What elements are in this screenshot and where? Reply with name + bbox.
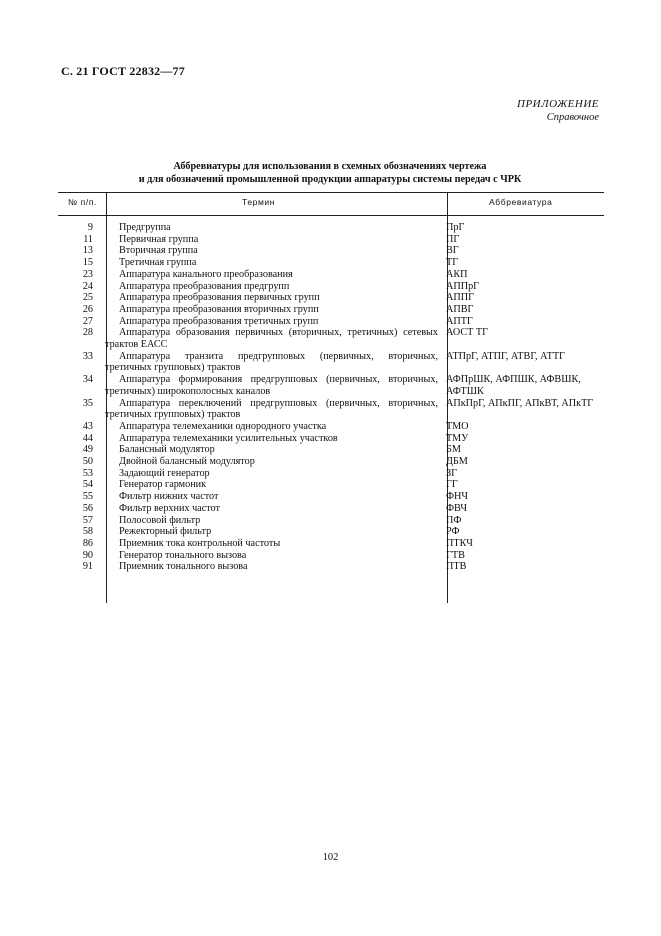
row-term: Аппаратура преобразования предгрупп	[119, 280, 290, 292]
row-term: Двойной балансный модулятор	[119, 456, 255, 468]
row-number: 33	[82, 350, 93, 362]
row-abbreviation: ТМО	[446, 420, 469, 432]
row-abbreviation: АТПрГ, АТПГ, АТВГ, АТТГ	[446, 350, 565, 362]
abbreviation-table-body	[58, 222, 604, 573]
table-row	[58, 374, 604, 397]
table-header-rule	[58, 215, 604, 216]
table-row	[58, 550, 604, 562]
row-abbreviation: ПрГ	[446, 222, 465, 233]
row-abbreviation: ПТКЧ	[446, 537, 473, 549]
table-row	[58, 491, 604, 503]
row-abbreviation: АППрГ	[446, 280, 480, 292]
row-term: Аппаратура телемеханики усилительных участков	[119, 432, 338, 444]
row-abbreviation: ФВЧ	[446, 502, 467, 514]
row-number: 11	[83, 233, 93, 245]
row-abbreviation: ТГ	[446, 257, 459, 269]
row-number: 56	[82, 502, 93, 514]
row-term: Первичная группа	[119, 233, 199, 245]
table-row	[58, 222, 604, 234]
row-abbreviation: АПкПрГ, АПкПГ, АПкВТ, АПкТГ	[446, 397, 594, 409]
table-row	[58, 561, 604, 573]
table-title-line-2: и для обозначений промышленной продукции аппаратуры системы передач с ЧРК	[138, 173, 522, 185]
row-abbreviation: ФНЧ	[446, 491, 469, 503]
row-term: Аппаратура преобразования вторичных групп	[119, 303, 319, 315]
table-row	[58, 257, 604, 269]
appendix-subtitle: Справочное	[546, 112, 599, 123]
row-term: Третичная группа	[119, 257, 197, 269]
table-row	[58, 503, 604, 515]
row-abbreviation: БМ	[446, 444, 461, 456]
table-row	[58, 398, 604, 421]
row-abbreviation: АКП	[446, 268, 468, 280]
row-number: 27	[82, 315, 93, 327]
row-number: 53	[82, 467, 93, 479]
row-term: Аппаратура образования первичных (вторичных, третичных) сетевых трактов ЕАСС	[105, 327, 438, 351]
table-row	[58, 316, 604, 328]
row-term: Приемник тока контрольной частоты	[119, 537, 281, 549]
row-number: 55	[82, 491, 93, 503]
row-number: 34	[82, 374, 93, 386]
row-number: 54	[82, 479, 93, 491]
table-row	[58, 269, 604, 281]
row-number: 23	[82, 268, 93, 280]
row-number: 35	[82, 397, 93, 409]
row-term: Аппаратура преобразования первичных групп	[119, 292, 320, 304]
table-row	[58, 304, 604, 316]
row-number: 44	[82, 432, 93, 444]
row-term: Приемник тонального вызова	[119, 561, 248, 573]
row-abbreviation: АПТГ	[446, 315, 473, 327]
table-row	[58, 456, 604, 468]
row-term: Предгруппа	[119, 222, 171, 233]
page-number: 102	[322, 852, 339, 863]
row-number: 58	[82, 526, 93, 538]
table-row	[58, 444, 604, 456]
row-number: 90	[82, 549, 93, 561]
row-abbreviation: ДБМ	[446, 456, 468, 468]
row-number: 49	[82, 444, 93, 456]
row-abbreviation: ПТВ	[446, 561, 467, 573]
table-title	[40, 161, 620, 186]
row-number: 57	[82, 514, 93, 526]
row-abbreviation: АФПрШК, АФПШК, АФВШК, АФТШК	[446, 374, 581, 397]
table-row	[58, 468, 604, 480]
column-header-num: № п/п.	[68, 197, 98, 207]
row-term: Генератор тонального вызова	[119, 549, 247, 561]
row-abbreviation: АППГ	[446, 292, 474, 304]
row-number: 86	[82, 537, 93, 549]
table-row	[58, 234, 604, 246]
row-term: Вторичная группа	[119, 245, 198, 257]
row-abbreviation: ЗГ	[446, 467, 457, 479]
row-abbreviation: ГТВ	[446, 549, 465, 561]
row-number: 26	[82, 303, 93, 315]
row-abbreviation: АПВГ	[446, 303, 474, 315]
appendix-title: ПРИЛОЖЕНИЕ	[517, 98, 599, 110]
row-term: Генератор гармоник	[119, 479, 207, 491]
appendix-label	[517, 98, 599, 123]
row-term: Аппаратура телемеханики однородного участка	[119, 420, 327, 432]
row-term: Фильтр верхних частот	[119, 502, 220, 514]
row-term: Задающий генератор	[119, 467, 210, 479]
row-number: 15	[82, 257, 93, 269]
row-term: Аппаратура преобразования третичных групп	[119, 315, 319, 327]
row-term: Режекторный фильтр	[119, 526, 212, 538]
row-number: 24	[82, 280, 93, 292]
row-term: Аппаратура формирования предгрупповых (первичных, вторичных, третичных) широкополосных каналов	[105, 374, 438, 397]
row-number: 28	[82, 327, 93, 339]
table-row	[58, 421, 604, 433]
row-term: Полосовой фильтр	[119, 514, 201, 526]
row-number: 9	[87, 222, 93, 233]
table-title-line-1: Аббревиатуры для использования в схемных обозначениях чертежа	[173, 161, 487, 172]
table-row	[58, 515, 604, 527]
table-row	[58, 281, 604, 293]
row-term: Балансный модулятор	[119, 444, 215, 456]
row-number: 13	[82, 245, 93, 257]
row-term: Аппаратура переключений предгрупповых (первичных, вторичных, третичных групповых) трактов	[105, 397, 438, 421]
table-row	[58, 538, 604, 550]
table-top-rule	[58, 192, 604, 193]
row-abbreviation: РФ	[446, 526, 460, 538]
row-abbreviation: АОСТ ТГ	[446, 327, 489, 339]
row-abbreviation: ПФ	[446, 514, 462, 526]
table-row	[58, 327, 604, 350]
row-number: 50	[82, 456, 93, 468]
table-row	[58, 245, 604, 257]
table-row	[58, 351, 604, 374]
row-abbreviation: ГГ	[446, 479, 458, 491]
row-term: Аппаратура канального преобразования	[119, 268, 293, 280]
row-number: 25	[82, 292, 93, 304]
row-number: 91	[82, 561, 93, 573]
row-number: 43	[82, 420, 93, 432]
table-row	[58, 433, 604, 445]
table-row	[58, 526, 604, 538]
column-header-abbr: Аббревиатура	[489, 197, 553, 207]
row-term: Аппаратура транзита предгрупповых (первичных, вторичных, третичных групповых) трактов	[105, 350, 438, 374]
table-row	[58, 292, 604, 304]
row-abbreviation: ТМУ	[446, 432, 469, 444]
row-term: Фильтр нижних частот	[119, 491, 219, 503]
page-header: С. 21 ГОСТ 22832—77	[61, 64, 185, 78]
row-abbreviation: ПГ	[446, 233, 460, 245]
column-header-term: Термин	[242, 197, 276, 207]
row-abbreviation: ВГ	[446, 245, 459, 257]
table-row	[58, 479, 604, 491]
